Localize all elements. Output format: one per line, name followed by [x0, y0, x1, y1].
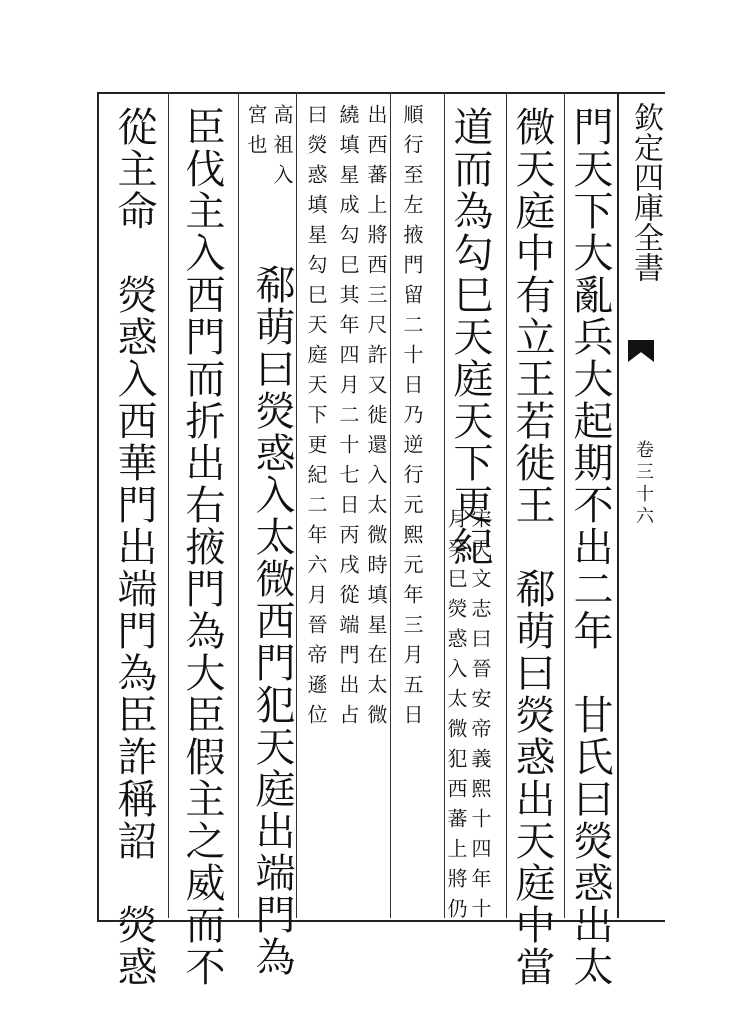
text-column-1: 門天下大亂兵大起期不出二年 甘氏曰熒惑出太 [567, 106, 613, 988]
column-divider [390, 92, 391, 918]
annotation-line-5: 曰熒惑填星勾巳天庭天下更紀二年六月晉帝遜位 [304, 104, 328, 734]
text-column-3: 道而為勾巳天庭天下更紀 [447, 106, 493, 568]
column-divider [296, 92, 297, 918]
text-column-4: 郗萌曰熒惑入太微西門犯天庭出端門為 [249, 264, 295, 978]
column-divider [506, 92, 507, 918]
annotation-line-1: 宋天文志曰晉安帝義熙十四年十 [468, 508, 492, 928]
annotation-line-6: 繞填星成勾巳其年四月二十七日丙戌從端門出占 [336, 104, 360, 734]
annotation-line-8: 高祖入 [270, 104, 294, 194]
text-column-6: 從主命 熒惑入西華門出端門為臣詐稱詔 熒惑 [111, 106, 157, 988]
column-divider [564, 92, 565, 918]
column-divider [238, 92, 239, 918]
text-column-2: 微天庭中有立王若徙王 郗萌曰熒惑出天庭中當 [509, 106, 555, 988]
text-column-5: 臣伐主入西門而折出右掖門為大臣假主之威而不 [179, 106, 225, 988]
annotation-line-7: 宮也 [244, 104, 268, 164]
annotation-line-4: 順行至左掖門留二十日乃逆行元熙元年三月五日 [400, 104, 424, 734]
column-divider [168, 92, 169, 918]
book-title: 欽定四庫全書 [628, 102, 663, 282]
annotation-line-3: 出西蕃上將西三尺許又徙還入太微時填星在太微 [364, 104, 388, 734]
volume-number: 卷三十六 [633, 440, 654, 528]
annotation-line-2: 月癸巳熒惑入太微犯西蕃上將仍 [444, 508, 468, 928]
